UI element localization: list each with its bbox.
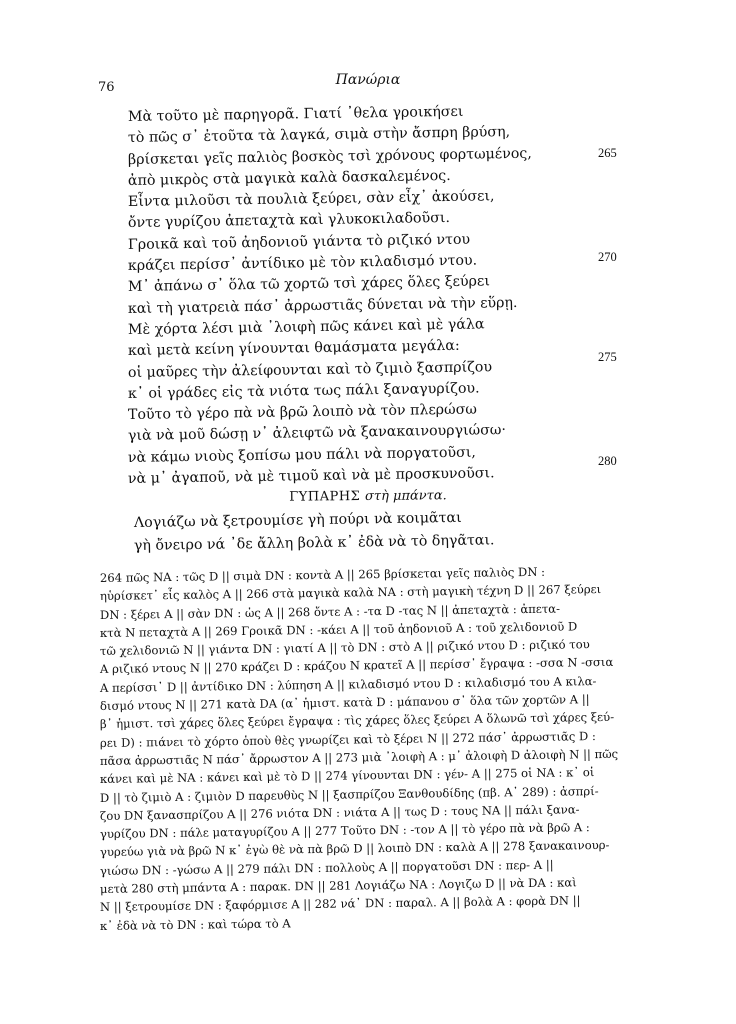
apparatus-line: β᾽ ἡμιστ. τσὶ χάρες ὅλες ξεύρει ἔγραψα : τὶς χάρες ὅλες ξεύρει A ὅλωνῶ τσὶ χάρες ξεύ-: [99, 710, 615, 732]
verse-line: Μὲ χόρτα λέσι μιὰ ᾽λοιφὴ πῶς κάνει καὶ μὲ γάλα: [127, 316, 485, 338]
poem-body: [127, 103, 608, 490]
stage-direction: στὴ μπάντα.: [364, 488, 447, 505]
apparatus-line: κάνει καὶ μὲ ΝΑ : κάνει καὶ μὲ τὸ D || 274 γίνουνται DN : γέν- A || 275 οἱ ΝΑ : κ᾽ οἱ: [99, 765, 595, 787]
line-number: 270: [598, 250, 617, 264]
apparatus-line: A περίσσι᾽ D || ἀντίδικο DN : λύπηση A || κιλαδισμό ντου D : κιλαδισμό του A κιλα-: [99, 673, 597, 695]
verse-line: γὴ ὄνειρο νά ᾽δε ἄλλη βολὰ κ᾽ ἐδὰ νὰ τὸ δηγᾶται.: [133, 532, 495, 554]
verse-line: νὰ μ᾽ ἀγαποῦ, νὰ μὲ τιμοῦ καὶ νὰ μὲ προσκυνοῦσι.: [127, 465, 495, 488]
apparatus-line: κ᾽ ἐδὰ νὰ τὸ DN : καὶ τώρα τὸ A: [99, 915, 291, 933]
apparatus-line: δισμό ντους N || 271 κατὰ DA (α᾽ ἡμιστ. κατὰ D : μάπανου σ᾽ ὅλα τῶν χορτῶν A ||: [99, 692, 590, 714]
critical-apparatus: [99, 564, 640, 935]
apparatus-line: κτὰ N πεταχτὰ A || 269 Γροικᾶ DN : -κάει A || τοῦ ἀηδονιοῦ A : τοῦ χελιδονιοῦ D: [99, 619, 578, 640]
verse-line: βρίσκεται γεῖς παλιὸς βοσκὸς τσὶ χρόνους φορτωμένος,: [127, 145, 532, 168]
apparatus-line: τῶ χελιδονιῶ N || γιάντα DN : γιατί A || τὸ DN : στὸ A || ριζικό ντου D : ριζικό του: [99, 637, 590, 659]
verse-line: κ᾽ οἱ γράδες εἰς τὰ νιότα τως πάλι ξαναγυρίζου.: [127, 380, 480, 402]
apparatus-line: γιώσω DN : -γώσω A || 279 πάλι DN : πολλοὺς A || ποργατοῦσι DN : περ- A ||: [99, 857, 554, 878]
apparatus-line: A ριζικό ντους N || 270 κράζει D : κράζου N κρατεῖ A || περίσσ᾽ ἔγραψα : -σσα N -σσια: [99, 655, 614, 677]
verse-line: γιὰ νὰ μοῦ δώσῃ ν᾽ ἀλειφτῶ νὰ ξανακαινουργιώσω·: [127, 422, 507, 445]
verse-line: νὰ κάμω νιοὺς ξοπίσω μου πάλι νὰ ποργατοῦσι,: [127, 444, 476, 466]
apparatus-line: N || ξετρουμίσε DN : ξαφόρμισε A || 282 νά᾽ DN : παραλ. A || βολὰ A : φορὰ DN ||: [99, 893, 581, 915]
verse-line: Μὰ τοῦτο μὲ παρηγορᾶ. Γιατί ᾽θελα γροικήσει: [127, 103, 464, 125]
speaker-name: ΓΥΠΑΡΗΣ: [289, 489, 361, 505]
apparatus-line: ζου DN ξανασπρίζου A || 276 νιότα DN : νιάτα A || τως D : τους NA || πάλι ξανα-: [99, 802, 580, 823]
speaker-heading: [0, 486, 736, 507]
apparatus-line: DN : ξέρει A || σὰν DN : ὡς A || 268 ὄντε A : -τα D -τας N || ἀπεταχτὰ : ἀπετα-: [99, 601, 561, 622]
apparatus-line: μετὰ 280 στὴ μπάντα A : παρακ. DN || 281 Λογιάζω ΝΑ : Λογιζω D || νὰ DA : καὶ: [99, 875, 577, 897]
apparatus-line: 264 πῶς ΝΑ : τῶς D || σιμὰ DN : κοντὰ A || 265 βρίσκεται γεῖς παλιὸς DN :: [99, 564, 546, 585]
apparatus-line: ρει D) : πιάνει τὸ χόρτο ὁποὺ θὲς γνωρίζει καὶ τὸ ξέρει N || 272 πάσ᾽ ἀρρωστιᾶς D :: [99, 728, 596, 750]
line-number: 280: [598, 454, 617, 468]
verse-line: καὶ τὴ γιατρειὰ πάσ᾽ ἀρρωστιᾶς δύνεται νὰ τὴν εὕρῃ.: [127, 294, 518, 317]
page-number: 76: [98, 80, 115, 95]
verse-line: Γροικᾶ καὶ τοῦ ἀηδονιοῦ γιάντα τὸ ριζικό ντου: [127, 231, 471, 253]
verse-line: Τοῦτο τὸ γέρο πὰ νὰ βρῶ λοιπὸ νὰ τὸν πλερώσω: [127, 401, 478, 424]
apparatus-line: γυρεύω γιὰ νὰ βρῶ N κ᾽ ἐγὼ θὲ νὰ πὰ βρῶ D || λοιπὸ DN : καλὰ A || 278 ξανακαινουρ-: [99, 838, 610, 860]
running-title: Πανώρια: [335, 72, 401, 88]
verse-line: ἀπὸ μικρὸς στὰ μαγικὰ καλὰ δασκαλεμένος.: [127, 167, 451, 189]
verse-line: οἱ μαῦρες τὴν ἀλείφουνται καὶ τὸ ζιμιὸ ξασπρίζου: [127, 358, 493, 381]
verse-line: Λογιάζω νὰ ξετρουμίσε γὴ πούρι νὰ κοιμᾶται: [133, 509, 462, 531]
couplet: [133, 509, 614, 558]
verse-line: κράζει περίσσ᾽ ἀντίδικο μὲ τὸν κιλαδισμό ντου.: [127, 252, 478, 275]
verse-line: Εἶντα μιλοῦσι τὰ πουλιὰ ξεύρει, σὰν εἶχ᾽ ἀκούσει,: [127, 188, 495, 211]
line-number: 275: [598, 350, 617, 364]
apparatus-line: πᾶσα ἀρρωστιᾶς N πάσ᾽ ἄρρωστον A || 273 μιὰ ᾽λοιφὴ A : μ᾽ ἀλοιφὴ D ἀλοιφὴ N || πῶς: [99, 746, 619, 768]
verse-line: ὄντε γυρίζου ἀπεταχτὰ καὶ γλυκοκιλαδοῦσι.: [127, 210, 451, 232]
verse-line: τὸ πῶς σ᾽ ἐτοῦτα τὰ λαγκά, σιμὰ στὴν ἄσπρη βρύση,: [127, 124, 511, 147]
line-number: 265: [598, 146, 617, 160]
apparatus-line: γυρίζου DN : πάλε ματαγυρίζου A || 277 Τοῦτο DN : -τον A || τὸ γέρο πὰ νὰ βρῶ A :: [99, 820, 590, 842]
verse-line: καὶ μετὰ κείνη γίνουνται θαμάσματα μεγάλα:: [127, 338, 460, 360]
apparatus-line: D || τὸ ζιμιὸ A : ζιμιὸν D παρευθὺς N || ξασπρίζου Ξανθουδίδης (πβ. A᾽ 289) : ἀσπρί-: [99, 783, 599, 805]
apparatus-line: ηὑρίσκετ᾽ εἷς καλὸς A || 266 στὰ μαγικὰ καλὰ ΝΑ : στὴ μαγικὴ τέχνη D || 267 ξεύρει: [99, 582, 602, 604]
verse-line: Μ᾽ ἀπάνω σ᾽ ὅλα τῶ χορτῶ τσὶ χάρες ὅλες ξεύρει: [127, 273, 490, 296]
